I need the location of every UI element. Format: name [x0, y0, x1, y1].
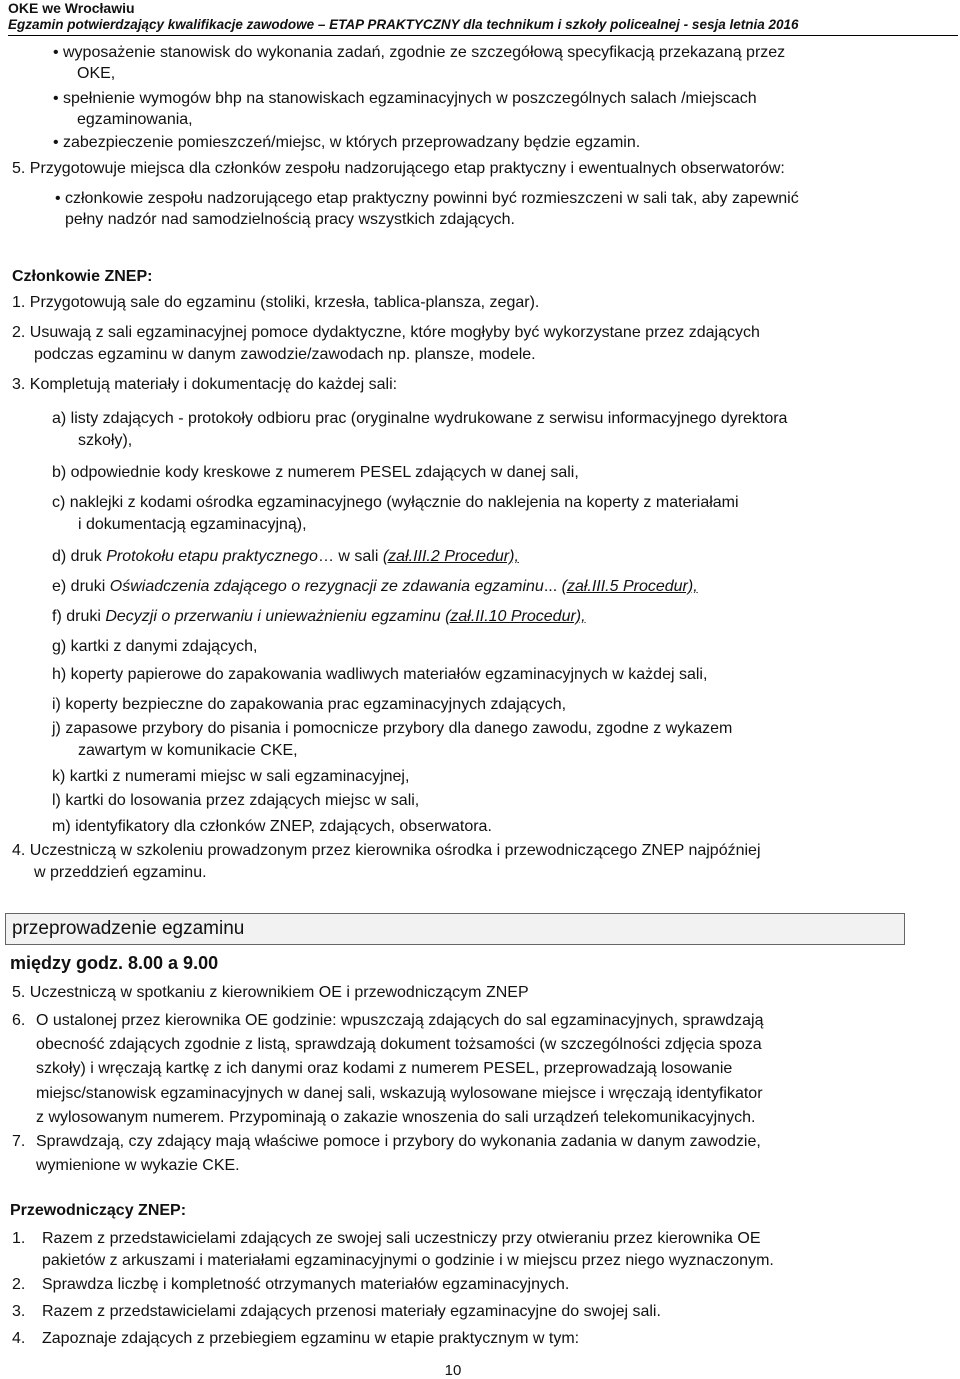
bullet-text: zabezpieczenie pomieszczeń/miejsc, w których przeprowadzany będzie egzamin. [63, 134, 641, 151]
sub-item-l: l) kartki do losowania przez zdających miejsc w sali, [52, 792, 420, 809]
chair-item-3-number: 3. [12, 1303, 26, 1320]
sub-item-j-line2: zawartym w komunikacie CKE, [78, 742, 298, 759]
sub-item-f-ref: (zał.II.10 Procedur), [445, 608, 586, 625]
sub-item-a [52, 408, 897, 452]
znep-heading: Członkowie ZNEP: [12, 268, 153, 285]
item-6 [12, 1009, 898, 1130]
item-4-line2: w przeddzień egzaminu. [34, 864, 207, 881]
sub-item-j-line1: j) zapasowe przybory do pisania i pomocnicze przybory dla danego zawodu, zgodne z wykazem [52, 720, 733, 737]
item-7-line: wymienione w wykazie CKE. [36, 1157, 240, 1174]
item-7 [12, 1130, 898, 1178]
time-heading: między godz. 8.00 a 9.00 [10, 953, 219, 973]
sub-item-e [52, 576, 897, 598]
section-header-box [5, 913, 905, 945]
chair-item-4-number: 4. [12, 1330, 26, 1347]
sub-item-d-italic: Protokołu etapu praktycznego [106, 548, 318, 565]
chair-item-4 [12, 1328, 898, 1350]
znep-item-2 [12, 322, 902, 366]
bullet-text: wyposażenie stanowisk do wykonania zadań, zgodnie ze szczegółową specyfikacją przekazaną przez [63, 44, 786, 61]
item-5: 5. Przygotowuje miejsca dla członków zespołu nadzorującego etap praktyczny i ewentualnych obserwatorów: [12, 160, 785, 177]
item-7-line: Sprawdzają, czy zdający mają właściwe pomoce i przybory do wykonania zadania w danym zawodzie, [36, 1133, 761, 1150]
chair-item-3 [12, 1301, 898, 1323]
sub-item-h: h) koperty papierowe do zapakowania wadliwych materiałów egzaminacyjnych w każdej sali, [52, 666, 708, 683]
znep-item-1: 1. Przygotowują sale do egzaminu (stoliki, krzesła, tablica-plansza, zegar). [12, 294, 540, 311]
item-6-line: z wylosowanym numerem. Przypominają o zakazie wnoszenia do sali urządzeń telekomunikacyjnych. [36, 1108, 756, 1126]
sub-item-c-line2: i dokumentacją egzaminacyjną), [78, 516, 307, 533]
bullet-item [53, 88, 898, 130]
sub-item-d-pre: d) druk [52, 548, 107, 565]
item-6-line: obecność zdających zgodnie z listą, sprawdzają dokument tożsamości (w szczególności zdjęcia spoza [36, 1036, 762, 1054]
sub-item-b: b) odpowiednie kody kreskowe z numerem PESEL zdających w danej sali, [52, 464, 579, 481]
sub-item-a-line1: a) listy zdających - protokoły odbioru prac (oryginalne wydrukowane z serwisu informacyjnego dyrektora [52, 410, 788, 427]
sub-item-e-italic: Oświadczenia zdającego o rezygnacji ze zdawania egzaminu [109, 578, 544, 595]
sub-item-f-pre: f) druki [52, 608, 106, 625]
bullet-text-cont: OKE, [77, 65, 116, 82]
sub-item-k: k) kartki z numerami miejsc w sali egzaminacyjnej, [52, 768, 410, 785]
item-5b: 5. Uczestniczą w spotkaniu z kierownikiem OE i przewodniczącym ZNEP [12, 984, 529, 1001]
item-6-line: miejsc/stanowisk egzaminacyjnych w danej sali, wskazują wylosowane miejsce i wręczają identyfikator [36, 1084, 763, 1102]
bullet-dot-icon: • [53, 134, 59, 151]
sub-item-e-pre: e) druki [52, 578, 110, 595]
sub-item-e-mid: ... [543, 578, 562, 595]
sub-item-c [52, 492, 897, 536]
sub-item-f-italic: Decyzji o przerwaniu i unieważnieniu egzaminu [105, 608, 441, 625]
chair-item-3-line: Razem z przedstawicielami zdających przenosi materiały egzaminacyjne do swojej sali. [42, 1303, 661, 1320]
item-4 [12, 840, 896, 884]
page-number: 10 [444, 1362, 462, 1379]
chair-item-1-line: Razem z przedstawicielami zdających ze swojej sali uczestniczy przy otwieraniu przez kierownika OE [42, 1230, 761, 1247]
bullet-dot-icon: • [53, 44, 59, 61]
chair-item-2 [12, 1274, 898, 1296]
sub-item-d [52, 546, 897, 568]
bullet-text: członkowie zespołu nadzorującego etap praktyczny powinni być rozmieszczeni w sali tak, aby zapewnić [65, 190, 799, 207]
bullet-item [55, 188, 900, 230]
chair-item-2-number: 2. [12, 1276, 26, 1293]
bullet-dot-icon: • [53, 90, 59, 107]
chair-item-4-line: Zapoznaje zdających z przebiegiem egzaminu w etapie praktycznym w tym: [42, 1330, 580, 1347]
bullet-text: spełnienie wymogów bhp na stanowiskach egzaminacyjnych w poszczególnych salach /miejscach [63, 90, 757, 107]
item-6-line: O ustalonej przez kierownika OE godzinie: wpuszczają zdających do sal egzaminacyjnych, sprawdzają [36, 1012, 764, 1029]
znep-item-3: 3. Kompletują materiały i dokumentację do każdej sali: [12, 376, 398, 393]
chair-item-2-line: Sprawdza liczbę i kompletność otrzymanych materiałów egzaminacyjnych. [42, 1276, 570, 1293]
bullet-dot-icon: • [55, 190, 61, 207]
page-header [8, 0, 958, 36]
sub-item-i: i) koperty bezpieczne do zapakowania prac egzaminacyjnych zdających, [52, 696, 567, 713]
item-6-number: 6. [12, 1012, 26, 1029]
item-6-line: szkoły) i wręczają kartkę z ich danymi oraz kodami z numerem PESEL, przeprowadzają losowanie [36, 1060, 733, 1078]
znep-item-2-line2: podczas egzaminu w danym zawodzie/zawodach np. plansze, modele. [34, 346, 536, 363]
item-4-line1: 4. Uczestniczą w szkoleniu prowadzonym przez kierownika ośrodka i przewodniczącego ZNEP najpóźniej [12, 842, 761, 859]
bullet-item [53, 42, 898, 84]
sub-item-j [52, 718, 897, 762]
chair-item-1-number: 1. [12, 1230, 26, 1247]
znep-item-2-line1: 2. Usuwają z sali egzaminacyjnej pomoce dydaktyczne, które mogłyby być wykorzystane przez zdających [12, 324, 760, 341]
sub-item-f [52, 606, 897, 628]
sub-item-c-line1: c) naklejki z kodami ośrodka egzaminacyjnego (wyłącznie do naklejenia na koperty z materiałami [52, 494, 739, 511]
header-exam-title: Egzamin potwierdzający kwalifikacje zawodowe – ETAP PRAKTYCZNY dla technikum i szkoły policealnej - sesja letnia 2016 [8, 16, 958, 36]
chair-item-1-line: pakietów z arkuszami i materiałami egzaminacyjnymi o godzinie i w miejscu przez niego wyznaczonym. [42, 1252, 774, 1269]
chair-item-1 [12, 1228, 898, 1272]
sub-item-d-ref: (zał.III.2 Procedur), [382, 548, 519, 565]
section-title: przeprowadzenie egzaminu [12, 918, 245, 939]
item-7-number: 7. [12, 1133, 26, 1150]
bullet-text-cont: pełny nadzór nad samodzielnością pracy wszystkich zdających. [65, 211, 515, 228]
chair-heading: Przewodniczący ZNEP: [10, 1202, 187, 1219]
sub-item-d-mid: … w sali [317, 548, 383, 565]
sub-item-g: g) kartki z danymi zdających, [52, 638, 258, 655]
bullet-item [53, 132, 898, 153]
sub-item-e-ref: (zał.III.5 Procedur), [561, 578, 698, 595]
sub-item-m: m) identyfikatory dla członków ZNEP, zdających, obserwatora. [52, 818, 492, 835]
header-institution: OKE we Wrocławiu [8, 0, 135, 16]
sub-item-a-line2: szkoły), [78, 432, 133, 449]
bullet-text-cont: egzaminowania, [77, 111, 193, 128]
